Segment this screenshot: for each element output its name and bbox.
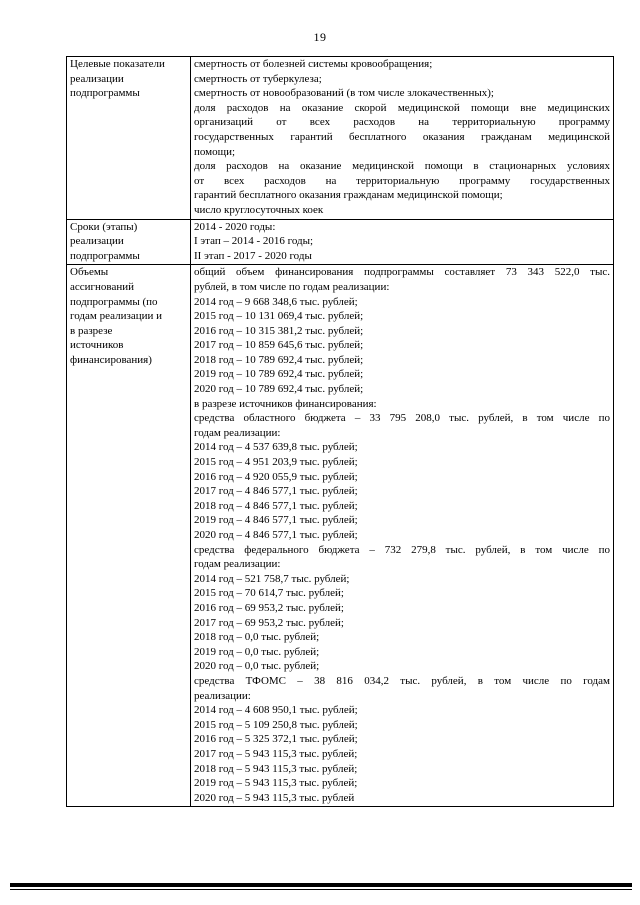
bottom-rule-thin: [10, 889, 632, 890]
row-content-line: от всех расходов на территориальную программу государственных: [194, 174, 610, 187]
row-content-line: помощи;: [194, 145, 236, 158]
row-content-line: доля расходов на оказание скорой медицинской помощи вне медицинских: [194, 101, 610, 114]
row-content-line: II этап - 2017 - 2020 годы: [194, 249, 312, 262]
row-label-line: годам реализации и: [70, 310, 163, 323]
row-content-line: 2018 год – 4 846 577,1 тыс. рублей;: [194, 499, 358, 512]
row-content-line: 2020 год – 4 846 577,1 тыс. рублей;: [194, 529, 358, 541]
row-content-line: 2016 год – 4 920 055,9 тыс. рублей;: [194, 470, 358, 483]
row-content-line: число круглосуточных коек: [194, 203, 324, 216]
row-label-line: подпрограммы (по: [70, 295, 158, 308]
row-content-line: рублей, в том числе по годам реализации:: [194, 280, 390, 293]
row-content-line: 2017 год – 5 943 115,3 тыс. рублей;: [194, 747, 358, 760]
page-number: 19: [313, 30, 327, 44]
row-label-line: ассигнований: [70, 280, 135, 293]
row-label-line: источников: [70, 339, 124, 352]
row-content-line: 2014 год – 9 668 348,6 тыс. рублей;: [194, 295, 358, 308]
row-content-cell: [191, 57, 614, 220]
row-content-cell: [191, 265, 614, 807]
row-content-line: 2015 год – 5 109 250,8 тыс. рублей;: [194, 718, 358, 731]
table-row: [67, 219, 614, 265]
row-label-line: подпрограммы: [70, 249, 140, 262]
row-content-line: 2020 год – 10 789 692,4 тыс. рублей;: [194, 383, 364, 396]
row-content-line: общий объем финансирования подпрограммы составляет 73 343 522,0 тыс.: [194, 266, 610, 279]
row-content-line: смертность от туберкулеза;: [194, 72, 322, 85]
row-content-line: средства федерального бюджета – 732 279,8 тыс. рублей, в том числе по: [194, 543, 610, 556]
row-content-line: 2020 год – 0,0 тыс. рублей;: [194, 660, 320, 673]
row-content-line: 2019 год – 0,0 тыс. рублей;: [194, 645, 320, 658]
row-label-cell: [67, 219, 191, 265]
row-content-line: 2020 год – 5 943 115,3 тыс. рублей: [194, 791, 355, 804]
row-content-line: I этап – 2014 - 2016 годы;: [194, 235, 314, 248]
row-content-line: 2015 год – 4 951 203,9 тыс. рублей;: [194, 456, 358, 469]
row-content-line: 2018 год – 5 943 115,3 тыс. рублей;: [194, 762, 358, 775]
row-content-line: 2014 год – 4 608 950,1 тыс. рублей;: [194, 704, 358, 717]
row-content-line: гарантий бесплатного оказания гражданам медицинской помощи;: [194, 189, 503, 202]
row-label-line: подпрограммы: [70, 87, 140, 100]
row-label-line: реализации: [70, 235, 124, 248]
row-content-line: 2014 год – 4 537 639,8 тыс. рублей;: [194, 441, 358, 454]
row-content-line: 2019 год – 4 846 577,1 тыс. рублей;: [194, 514, 358, 527]
row-label-cell: [67, 265, 191, 807]
row-label-cell: [67, 57, 191, 220]
row-content-line: 2018 год – 0,0 тыс. рублей;: [194, 631, 320, 644]
row-content-cell: [191, 219, 614, 265]
row-content-line: годам реализации:: [194, 558, 281, 571]
row-content-line: 2014 год – 521 758,7 тыс. рублей;: [194, 572, 350, 585]
table-row: [67, 57, 614, 220]
row-content-line: смертность от болезней системы кровообращения;: [194, 58, 433, 70]
row-label-line: в разрезе: [70, 324, 113, 337]
row-content-line: средства областного бюджета – 33 795 208,0 тыс. рублей, в том числе по: [194, 412, 610, 425]
row-content-line: 2017 год – 69 953,2 тыс. рублей;: [194, 616, 344, 629]
row-content-line: годам реализации:: [194, 426, 281, 439]
row-content-line: организаций от всех расходов на территориальную программу: [194, 116, 610, 129]
row-content-line: 2016 год – 69 953,2 тыс. рублей;: [194, 601, 344, 614]
bottom-rule-thick: [10, 883, 632, 887]
row-content-line: 2015 год – 10 131 069,4 тыс. рублей;: [194, 310, 364, 323]
row-content-line: в разрезе источников финансирования:: [194, 397, 377, 410]
row-label-line: Сроки (этапы): [70, 220, 138, 233]
row-content-line: 2016 год – 10 315 381,2 тыс. рублей;: [194, 324, 364, 337]
table-row: [67, 265, 614, 807]
row-content-line: 2018 год – 10 789 692,4 тыс. рублей;: [194, 353, 364, 366]
row-label-line: реализации: [70, 72, 124, 85]
row-content-line: реализации:: [194, 689, 251, 702]
row-content-line: средства ТФОМС – 38 816 034,2 тыс. рублей, в том числе по годам: [194, 674, 610, 687]
row-content-line: 2019 год – 10 789 692,4 тыс. рублей;: [194, 368, 364, 381]
row-label-line: Целевые показатели: [70, 58, 165, 70]
row-content-line: 2017 год – 10 859 645,6 тыс. рублей;: [194, 339, 364, 352]
row-label-line: финансирования): [70, 353, 152, 366]
row-content-line: 2016 год – 5 325 372,1 тыс. рублей;: [194, 733, 358, 746]
row-content-line: 2015 год – 70 614,7 тыс. рублей;: [194, 587, 344, 600]
row-content-line: 2017 год – 4 846 577,1 тыс. рублей;: [194, 485, 358, 498]
subprogram-passport-table: [66, 56, 614, 807]
row-content-line: государственных гарантий бесплатного оказания гражданам медицинской: [194, 130, 610, 143]
row-content-line: 2019 год – 5 943 115,3 тыс. рублей;: [194, 777, 358, 790]
row-label-line: Объемы: [70, 266, 109, 279]
row-content-line: 2014 - 2020 годы:: [194, 220, 276, 233]
row-content-line: смертность от новообразований (в том числе злокачественных);: [194, 87, 494, 100]
row-content-line: доля расходов на оказание медицинской помощи в стационарных условиях: [194, 160, 610, 173]
